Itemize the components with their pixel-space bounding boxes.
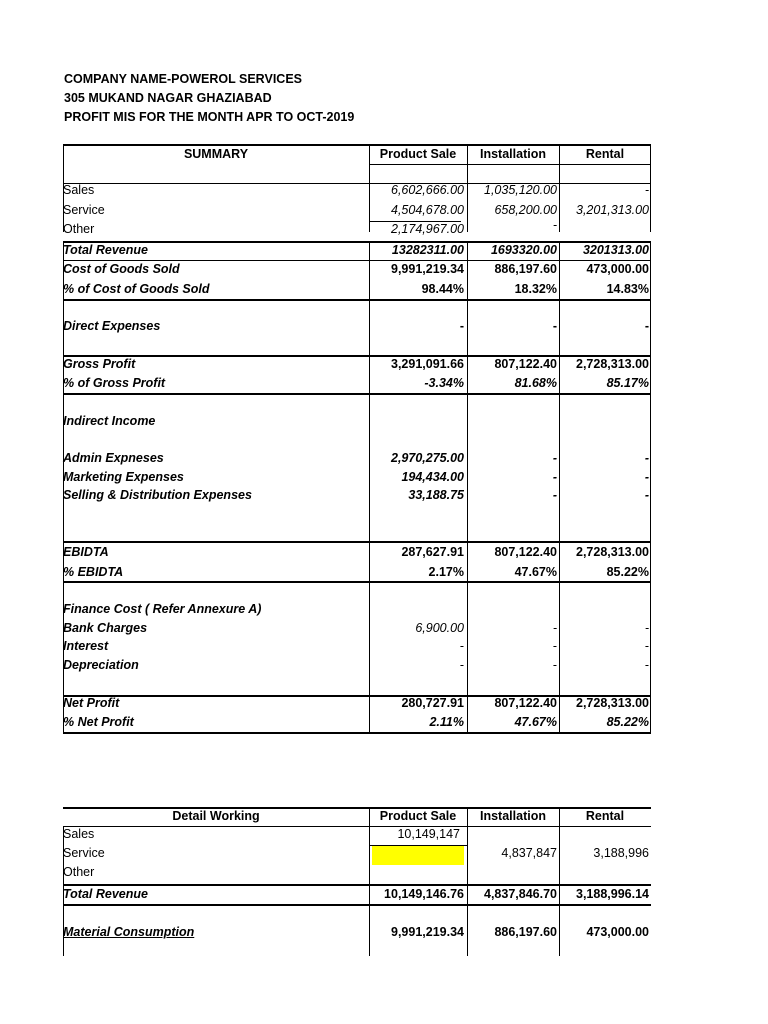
cell-installation: 18.32% bbox=[514, 282, 557, 296]
cell-product-sale: 6,900.00 bbox=[415, 621, 464, 635]
cell-installation: 4,837,847 bbox=[501, 846, 557, 860]
cell-installation: 1693320.00 bbox=[490, 243, 557, 257]
cell-rental: 2,728,313.00 bbox=[576, 357, 649, 371]
row-label: Finance Cost ( Refer Annexure A) bbox=[63, 602, 262, 616]
cell-rental: 3,188,996.14 bbox=[576, 887, 649, 901]
report-title: PROFIT MIS FOR THE MONTH APR TO OCT-2019 bbox=[64, 110, 355, 124]
row-label: % of Gross Profit bbox=[63, 376, 166, 390]
cell-product-sale: 194,434.00 bbox=[401, 470, 464, 484]
row-label: Sales bbox=[63, 183, 95, 197]
row-label: Other bbox=[63, 865, 95, 879]
cell-product-sale: 3,291,091.66 bbox=[391, 357, 464, 371]
cell-installation: - bbox=[552, 639, 557, 653]
detail-title: Detail Working bbox=[172, 809, 260, 823]
row-label: % Net Profit bbox=[63, 715, 134, 729]
cell-installation: 47.67% bbox=[514, 715, 557, 729]
cell-product-sale: 4,504,678.00 bbox=[391, 203, 464, 217]
cell-rental: - bbox=[644, 319, 649, 333]
cell-product-sale: - bbox=[459, 639, 464, 653]
cell-product-sale: 2.11% bbox=[429, 715, 464, 729]
cell-product-sale: 2,174,967.00 bbox=[391, 222, 464, 236]
cell-installation: - bbox=[552, 218, 557, 232]
row-label: Bank Charges bbox=[63, 621, 148, 635]
row-label: Selling & Distribution Expenses bbox=[63, 488, 252, 502]
row-label: % EBIDTA bbox=[63, 565, 124, 579]
cell-product-sale: 9,991,219.34 bbox=[391, 262, 464, 276]
cell-product-sale: 2.17% bbox=[428, 565, 464, 579]
cell-rental: - bbox=[644, 658, 649, 672]
row-label: Admin Expneses bbox=[63, 451, 164, 465]
cell-rental: - bbox=[644, 183, 649, 197]
detail-col-product-sale: Product Sale bbox=[379, 809, 457, 823]
summary-col-product-sale: Product Sale bbox=[379, 147, 457, 161]
cell-product-sale: 10,149,146.76 bbox=[384, 887, 464, 901]
cell-installation: 807,122.40 bbox=[494, 357, 557, 371]
cell-product-sale: 13282311.00 bbox=[391, 243, 464, 257]
row-label: Interest bbox=[63, 639, 109, 653]
cell-installation: - bbox=[552, 658, 557, 672]
row-label: Other bbox=[63, 222, 95, 236]
row-label: Gross Profit bbox=[63, 357, 136, 371]
row-label: Sales bbox=[63, 827, 95, 841]
row-label: Direct Expenses bbox=[63, 319, 161, 333]
detail-col-installation: Installation bbox=[480, 809, 546, 823]
cell-rental: 473,000.00 bbox=[586, 262, 649, 276]
company-name: COMPANY NAME-POWEROL SERVICES bbox=[64, 72, 302, 86]
cell-installation: 81.68% bbox=[514, 376, 557, 390]
row-label: Indirect Income bbox=[63, 414, 156, 428]
detail-col-rental: Rental bbox=[585, 809, 625, 823]
summary-title: SUMMARY bbox=[183, 147, 249, 161]
cell-rental: 3,201,313.00 bbox=[576, 203, 649, 217]
cell-rental: 3,188,996 bbox=[593, 846, 649, 860]
cell-installation: 886,197.60 bbox=[494, 925, 557, 939]
row-label: EBIDTA bbox=[63, 545, 109, 559]
row-label: Net Profit bbox=[63, 696, 120, 710]
cell-product-sale: - bbox=[459, 319, 464, 333]
highlight-cell bbox=[372, 846, 464, 865]
row-label: Depreciation bbox=[63, 658, 139, 672]
cell-installation: 886,197.60 bbox=[494, 262, 557, 276]
detail-table bbox=[63, 0, 651, 960]
summary-col-installation: Installation bbox=[480, 147, 546, 161]
cell-installation: 47.67% bbox=[514, 565, 557, 579]
cell-product-sale: 6,602,666.00 bbox=[391, 183, 464, 197]
cell-rental: 3201313.00 bbox=[582, 243, 649, 257]
row-label: Total Revenue bbox=[63, 887, 148, 901]
cell-product-sale: 98.44% bbox=[421, 282, 464, 296]
cell-rental: 2,728,313.00 bbox=[576, 696, 649, 710]
cell-rental: 85.22% bbox=[606, 715, 649, 729]
row-label: Material Consumption bbox=[63, 925, 195, 939]
cell-installation: - bbox=[552, 488, 557, 502]
cell-product-sale: 287,627.91 bbox=[401, 545, 464, 559]
row-label: % of Cost of Goods Sold bbox=[63, 282, 210, 296]
cell-rental: - bbox=[644, 451, 649, 465]
cell-installation: 4,837,846.70 bbox=[484, 887, 557, 901]
cell-installation: 658,200.00 bbox=[494, 203, 557, 217]
cell-product-sale: -3.34% bbox=[424, 376, 464, 390]
cell-product-sale: 9,991,219.34 bbox=[391, 925, 464, 939]
cell-rental: - bbox=[644, 621, 649, 635]
row-label: Service bbox=[63, 846, 105, 860]
cell-product-sale: - bbox=[459, 658, 464, 672]
cell-product-sale: 10,149,147 bbox=[397, 827, 460, 841]
cell-rental: 14.83% bbox=[606, 282, 649, 296]
cell-rental: 2,728,313.00 bbox=[576, 545, 649, 559]
row-label: Marketing Expenses bbox=[63, 470, 184, 484]
cell-installation: - bbox=[552, 621, 557, 635]
cell-installation: - bbox=[552, 319, 557, 333]
cell-installation: 1,035,120.00 bbox=[484, 183, 557, 197]
cell-rental: 473,000.00 bbox=[586, 925, 649, 939]
cell-rental: - bbox=[644, 488, 649, 502]
cell-product-sale: 33,188.75 bbox=[408, 488, 464, 502]
company-address: 305 MUKAND NAGAR GHAZIABAD bbox=[64, 91, 272, 105]
cell-rental: - bbox=[644, 639, 649, 653]
row-label: Total Revenue bbox=[63, 243, 148, 257]
cell-installation: 807,122.40 bbox=[494, 545, 557, 559]
cell-rental: 85.17% bbox=[606, 376, 649, 390]
cell-installation: - bbox=[552, 470, 557, 484]
row-label: Cost of Goods Sold bbox=[63, 262, 180, 276]
cell-installation: - bbox=[552, 451, 557, 465]
cell-installation: 807,122.40 bbox=[494, 696, 557, 710]
cell-product-sale: 2,970,275.00 bbox=[391, 451, 464, 465]
row-label: Service bbox=[63, 203, 105, 217]
cell-rental: - bbox=[644, 470, 649, 484]
cell-rental: 85.22% bbox=[606, 565, 649, 579]
summary-col-rental: Rental bbox=[585, 147, 625, 161]
cell-product-sale: 280,727.91 bbox=[401, 696, 464, 710]
